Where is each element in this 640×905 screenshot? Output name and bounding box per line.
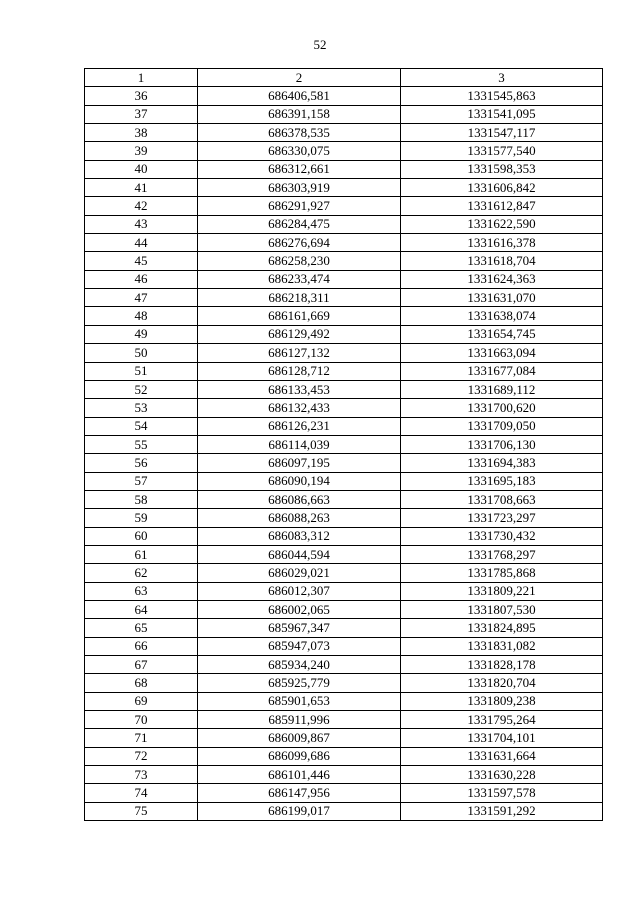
- table-row: [85, 215, 603, 233]
- x-coordinate-cell: 686090,194: [198, 472, 401, 490]
- x-coordinate-cell: 686129,492: [198, 325, 401, 343]
- x-coordinate-cell: 686218,311: [198, 289, 401, 307]
- x-coordinate-cell: 686330,075: [198, 142, 401, 160]
- y-coordinate-cell: 1331612,847: [401, 197, 603, 215]
- point-number-cell: 48: [85, 307, 198, 325]
- point-number-cell: 53: [85, 399, 198, 417]
- table-row: [85, 307, 603, 325]
- x-coordinate-cell: 686009,867: [198, 729, 401, 747]
- point-number-cell: 69: [85, 692, 198, 710]
- point-number-cell: 62: [85, 564, 198, 582]
- point-number-cell: 51: [85, 362, 198, 380]
- y-coordinate-cell: 1331785,868: [401, 564, 603, 582]
- point-number-cell: 67: [85, 656, 198, 674]
- y-coordinate-cell: 1331606,842: [401, 179, 603, 197]
- column-header-3: 3: [401, 69, 603, 87]
- point-number-cell: 65: [85, 619, 198, 637]
- x-coordinate-cell: 686161,669: [198, 307, 401, 325]
- table-row: [85, 179, 603, 197]
- x-coordinate-cell: 686126,231: [198, 417, 401, 435]
- table-row: [85, 234, 603, 252]
- y-coordinate-cell: 1331547,117: [401, 124, 603, 142]
- table-row: [85, 637, 603, 655]
- y-coordinate-cell: 1331828,178: [401, 656, 603, 674]
- x-coordinate-cell: 685925,779: [198, 674, 401, 692]
- point-number-cell: 44: [85, 234, 198, 252]
- table-row: [85, 252, 603, 270]
- table-row: [85, 711, 603, 729]
- table-row: [85, 545, 603, 563]
- point-number-cell: 55: [85, 435, 198, 453]
- y-coordinate-cell: 1331695,183: [401, 472, 603, 490]
- y-coordinate-cell: 1331541,095: [401, 105, 603, 123]
- point-number-cell: 59: [85, 509, 198, 527]
- y-coordinate-cell: 1331807,530: [401, 600, 603, 618]
- table-row: [85, 564, 603, 582]
- point-number-cell: 38: [85, 124, 198, 142]
- table-row: [85, 509, 603, 527]
- table-header-row: [85, 69, 603, 87]
- point-number-cell: 41: [85, 179, 198, 197]
- point-number-cell: 37: [85, 105, 198, 123]
- y-coordinate-cell: 1331663,094: [401, 344, 603, 362]
- y-coordinate-cell: 1331630,228: [401, 766, 603, 784]
- point-number-cell: 36: [85, 87, 198, 105]
- x-coordinate-cell: 686378,535: [198, 124, 401, 142]
- table-row: [85, 656, 603, 674]
- y-coordinate-cell: 1331677,084: [401, 362, 603, 380]
- table-row: [85, 674, 603, 692]
- y-coordinate-cell: 1331700,620: [401, 399, 603, 417]
- point-number-cell: 73: [85, 766, 198, 784]
- table-row: [85, 454, 603, 472]
- point-number-cell: 63: [85, 582, 198, 600]
- point-number-cell: 42: [85, 197, 198, 215]
- y-coordinate-cell: 1331706,130: [401, 435, 603, 453]
- x-coordinate-cell: 686406,581: [198, 87, 401, 105]
- point-number-cell: 39: [85, 142, 198, 160]
- y-coordinate-cell: 1331654,745: [401, 325, 603, 343]
- y-coordinate-cell: 1331631,070: [401, 289, 603, 307]
- y-coordinate-cell: 1331618,704: [401, 252, 603, 270]
- table-row: [85, 619, 603, 637]
- table-row: [85, 325, 603, 343]
- x-coordinate-cell: 685934,240: [198, 656, 401, 674]
- point-number-cell: 56: [85, 454, 198, 472]
- table-row: [85, 124, 603, 142]
- x-coordinate-cell: 685901,653: [198, 692, 401, 710]
- y-coordinate-cell: 1331624,363: [401, 270, 603, 288]
- table-row: [85, 802, 603, 820]
- y-coordinate-cell: 1331809,238: [401, 692, 603, 710]
- x-coordinate-cell: 686083,312: [198, 527, 401, 545]
- point-number-cell: 57: [85, 472, 198, 490]
- point-number-cell: 52: [85, 380, 198, 398]
- x-coordinate-cell: 686088,263: [198, 509, 401, 527]
- point-number-cell: 68: [85, 674, 198, 692]
- y-coordinate-cell: 1331709,050: [401, 417, 603, 435]
- y-coordinate-cell: 1331638,074: [401, 307, 603, 325]
- point-number-cell: 46: [85, 270, 198, 288]
- y-coordinate-cell: 1331809,221: [401, 582, 603, 600]
- point-number-cell: 40: [85, 160, 198, 178]
- x-coordinate-cell: 686012,307: [198, 582, 401, 600]
- x-coordinate-cell: 686233,474: [198, 270, 401, 288]
- x-coordinate-cell: 686029,021: [198, 564, 401, 582]
- x-coordinate-cell: 686127,132: [198, 344, 401, 362]
- table-row: [85, 160, 603, 178]
- table-row: [85, 380, 603, 398]
- x-coordinate-cell: 686086,663: [198, 490, 401, 508]
- point-number-cell: 64: [85, 600, 198, 618]
- y-coordinate-cell: 1331795,264: [401, 711, 603, 729]
- x-coordinate-cell: 685947,073: [198, 637, 401, 655]
- point-number-cell: 74: [85, 784, 198, 802]
- point-number-cell: 75: [85, 802, 198, 820]
- point-number-cell: 60: [85, 527, 198, 545]
- table-row: [85, 527, 603, 545]
- y-coordinate-cell: 1331831,082: [401, 637, 603, 655]
- x-coordinate-cell: 686284,475: [198, 215, 401, 233]
- x-coordinate-cell: 686199,017: [198, 802, 401, 820]
- y-coordinate-cell: 1331616,378: [401, 234, 603, 252]
- table-row: [85, 472, 603, 490]
- y-coordinate-cell: 1331694,383: [401, 454, 603, 472]
- table-row: [85, 600, 603, 618]
- x-coordinate-cell: 686303,919: [198, 179, 401, 197]
- y-coordinate-cell: 1331631,664: [401, 747, 603, 765]
- x-coordinate-cell: 686097,195: [198, 454, 401, 472]
- y-coordinate-cell: 1331704,101: [401, 729, 603, 747]
- y-coordinate-cell: 1331577,540: [401, 142, 603, 160]
- table-row: [85, 435, 603, 453]
- table-row: [85, 87, 603, 105]
- table-row: [85, 142, 603, 160]
- y-coordinate-cell: 1331708,663: [401, 490, 603, 508]
- x-coordinate-cell: 686312,661: [198, 160, 401, 178]
- point-number-cell: 70: [85, 711, 198, 729]
- y-coordinate-cell: 1331591,292: [401, 802, 603, 820]
- y-coordinate-cell: 1331723,297: [401, 509, 603, 527]
- x-coordinate-cell: 686044,594: [198, 545, 401, 563]
- x-coordinate-cell: 686276,694: [198, 234, 401, 252]
- y-coordinate-cell: 1331689,112: [401, 380, 603, 398]
- column-header-1: 1: [85, 69, 198, 87]
- table-row: [85, 692, 603, 710]
- point-number-cell: 66: [85, 637, 198, 655]
- coordinates-table: [84, 68, 603, 821]
- y-coordinate-cell: 1331545,863: [401, 87, 603, 105]
- table-row: [85, 399, 603, 417]
- table-row: [85, 490, 603, 508]
- x-coordinate-cell: 686114,039: [198, 435, 401, 453]
- point-number-cell: 49: [85, 325, 198, 343]
- table-row: [85, 270, 603, 288]
- x-coordinate-cell: 685967,347: [198, 619, 401, 637]
- table-row: [85, 729, 603, 747]
- x-coordinate-cell: 686132,433: [198, 399, 401, 417]
- x-coordinate-cell: 686291,927: [198, 197, 401, 215]
- point-number-cell: 71: [85, 729, 198, 747]
- table-row: [85, 289, 603, 307]
- table-row: [85, 766, 603, 784]
- point-number-cell: 50: [85, 344, 198, 362]
- table-row: [85, 362, 603, 380]
- table-row: [85, 784, 603, 802]
- table-row: [85, 747, 603, 765]
- x-coordinate-cell: 686099,686: [198, 747, 401, 765]
- page-number: 52: [313, 37, 327, 52]
- y-coordinate-cell: 1331598,353: [401, 160, 603, 178]
- point-number-cell: 61: [85, 545, 198, 563]
- x-coordinate-cell: 686002,065: [198, 600, 401, 618]
- x-coordinate-cell: 685911,996: [198, 711, 401, 729]
- x-coordinate-cell: 686391,158: [198, 105, 401, 123]
- y-coordinate-cell: 1331730,432: [401, 527, 603, 545]
- table-row: [85, 417, 603, 435]
- table-row: [85, 105, 603, 123]
- y-coordinate-cell: 1331622,590: [401, 215, 603, 233]
- y-coordinate-cell: 1331768,297: [401, 545, 603, 563]
- point-number-cell: 43: [85, 215, 198, 233]
- point-number-cell: 72: [85, 747, 198, 765]
- table-row: [85, 197, 603, 215]
- table-row: [85, 344, 603, 362]
- point-number-cell: 47: [85, 289, 198, 307]
- column-header-2: 2: [198, 69, 401, 87]
- x-coordinate-cell: 686101,446: [198, 766, 401, 784]
- point-number-cell: 45: [85, 252, 198, 270]
- y-coordinate-cell: 1331824,895: [401, 619, 603, 637]
- x-coordinate-cell: 686147,956: [198, 784, 401, 802]
- table-body: [85, 87, 603, 821]
- x-coordinate-cell: 686128,712: [198, 362, 401, 380]
- x-coordinate-cell: 686258,230: [198, 252, 401, 270]
- y-coordinate-cell: 1331597,578: [401, 784, 603, 802]
- point-number-cell: 54: [85, 417, 198, 435]
- point-number-cell: 58: [85, 490, 198, 508]
- y-coordinate-cell: 1331820,704: [401, 674, 603, 692]
- x-coordinate-cell: 686133,453: [198, 380, 401, 398]
- table-row: [85, 582, 603, 600]
